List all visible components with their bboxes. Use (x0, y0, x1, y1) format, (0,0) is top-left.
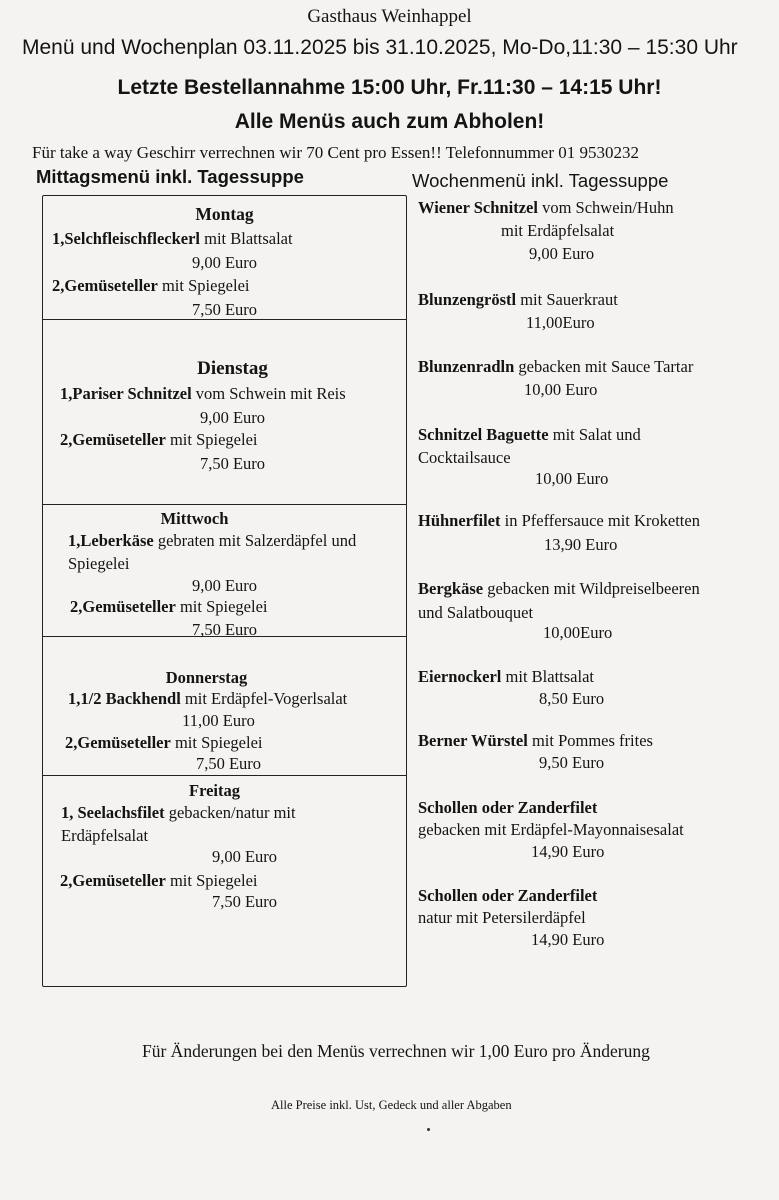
weekly-price: 13,90 Euro (544, 535, 618, 554)
price-dienstag-2: 7,50 Euro (199, 454, 266, 473)
weekly-menu-heading (412, 170, 668, 192)
day-divider (43, 775, 406, 776)
prices-note: Alle Preise inkl. Ust, Gedeck und aller Abgaben (271, 1098, 512, 1112)
price-donnerstag-2: 7,50 Euro (195, 754, 262, 773)
lunch-menu-table (42, 195, 407, 987)
day-name-dienstag: Dienstag (197, 358, 268, 379)
weekly-price: 8,50 Euro (539, 689, 605, 708)
weekly-price: 10,00Euro (543, 623, 613, 642)
weekly-item-cont: natur mit Petersilerdäpfel (418, 908, 586, 927)
weekly-price: 14,90 Euro (531, 842, 605, 861)
menu-item-donnerstag-2: 2,Gemüseteller mit Spiegelei (65, 733, 263, 752)
weekly-item-cont: und Salatbouquet (418, 603, 534, 622)
day-name-mittwoch: Mittwoch (160, 509, 229, 528)
weekly-item: Berner Würstel mit Pommes frites (418, 731, 653, 750)
lunch-heading-text: Mittagsmenü inkl. Tagessuppe (36, 166, 304, 187)
price-montag-1: 9,00 Euro (191, 253, 258, 272)
menu-item-freitag-2: 2,Gemüseteller mit Spiegelei (60, 871, 258, 890)
weekly-price: 9,00 Euro (529, 244, 595, 263)
price-montag-2: 7,50 Euro (191, 300, 258, 319)
weekly-item-cont: Cocktailsauce (418, 448, 511, 467)
weekly-item: Bergkäse gebacken mit Wildpreiselbeeren (418, 579, 700, 598)
menu-item-mittwoch-1: 1,Leberkäse gebraten mit Salzerdäpfel und (68, 531, 357, 550)
day-divider (43, 504, 406, 505)
price-freitag-2: 7,50 Euro (211, 892, 278, 911)
restaurant-name: Gasthaus Weinhappel (307, 6, 472, 27)
last-order-line: Letzte Bestellannahme 15:00 Uhr, Fr.11:30 – 14:15 Uhr! (117, 76, 662, 99)
price-mittwoch-2: 7,50 Euro (191, 620, 258, 639)
weekly-item: Blunzenradln gebacken mit Sauce Tartar (418, 357, 694, 376)
weekly-price: 10,00 Euro (535, 469, 609, 488)
weekly-item: Blunzengröstl mit Sauerkraut (418, 290, 618, 309)
price-donnerstag-1: 11,00 Euro (182, 711, 255, 730)
price-mittwoch-1: 9,00 Euro (191, 576, 258, 595)
lunch-menu-heading (36, 166, 304, 188)
changes-fee-note: Für Änderungen bei den Menüs verrechnen wir 1,00 Euro pro Änderung (142, 1041, 650, 1061)
takeaway-note: Für take a way Geschirr verrechnen wir 70 Cent pro Essen!! Telefonnummer 01 9530232 (32, 143, 640, 162)
menu-item-donnerstag-1: 1,1/2 Backhendl mit Erdäpfel-Vogerlsalat (68, 689, 348, 708)
day-name-montag: Montag (195, 204, 254, 224)
stray-dot (427, 1128, 430, 1131)
weekly-item: Eiernockerl mit Blattsalat (418, 667, 594, 686)
menu-item-dienstag-2: 2,Gemüseteller mit Spiegelei (60, 430, 258, 449)
takeaway-headline: Alle Menüs auch zum Abholen! (234, 110, 545, 133)
day-name-donnerstag: Donnerstag (165, 668, 248, 687)
menu-period-line: Menü und Wochenplan 03.11.2025 bis 31.10.2025, Mo-Do,11:30 – 15:30 Uhr (22, 36, 738, 59)
price-freitag-1: 9,00 Euro (211, 847, 278, 866)
weekly-price: 11,00Euro (526, 313, 595, 332)
price-dienstag-1: 9,00 Euro (199, 408, 266, 427)
menu-item-freitag-1: 1, Seelachsfilet gebacken/natur mit (61, 803, 296, 822)
weekly-heading-text: Wochenmenü inkl. Tagessuppe (412, 170, 669, 191)
weekly-price: 10,00 Euro (524, 380, 598, 399)
weekly-item-cont: mit Erdäpfelsalat (501, 221, 615, 240)
day-name-freitag: Freitag (188, 781, 240, 800)
menu-item-mittwoch-1-cont: Spiegelei (68, 554, 130, 573)
weekly-item: Hühnerfilet in Pfeffersauce mit Kroketten (418, 511, 700, 530)
weekly-item: Schollen oder Zanderfilet (418, 886, 598, 905)
menu-item-dienstag-1: 1,Pariser Schnitzel vom Schwein mit Reis (60, 384, 346, 403)
weekly-item-cont: gebacken mit Erdäpfel-Mayonnaisesalat (418, 820, 684, 839)
menu-item-montag-2: 2,Gemüseteller mit Spiegelei (52, 276, 250, 295)
menu-item-montag-1: 1,Selchfleischfleckerl mit Blattsalat (52, 229, 293, 248)
weekly-item: Schollen oder Zanderfilet (418, 798, 598, 817)
weekly-price: 9,50 Euro (539, 753, 605, 772)
weekly-price: 14,90 Euro (531, 930, 605, 949)
weekly-item: Schnitzel Baguette mit Salat und (418, 425, 641, 444)
menu-item-mittwoch-2: 2,Gemüseteller mit Spiegelei (70, 597, 268, 616)
menu-item-freitag-1-cont: Erdäpfelsalat (61, 826, 149, 845)
weekly-item: Wiener Schnitzel vom Schwein/Huhn (418, 198, 674, 217)
